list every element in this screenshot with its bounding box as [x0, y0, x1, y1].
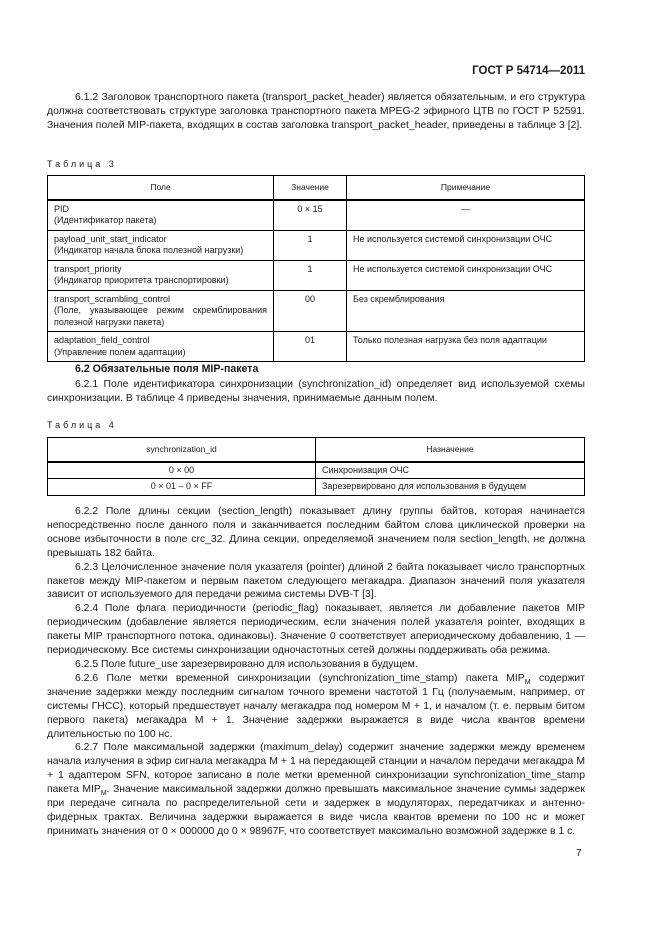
column-header-value: Значение	[274, 176, 347, 200]
table-row	[48, 462, 585, 479]
paragraph-6-2-7: 6.2.7 Поле максимальной задержки (maximum_delay) содержит значение задержки между временем начала излучения в эфир сигнала мегакадра М + 1 на передающей станции и началом передачи мегакадра М + 1 адаптером SFN, которое записано в поле метки временной синхронизации synchronization_time_stamp пакета $MIP_M$. Значение максимальной задержки должно превышать максимальное значение суммы задержек при передаче сигнала по распределительной сети и задержек в модуляторах, передатчиках и антенно-фидерных трактах. Величина задержки выражается в виде числа квантов времени по 100 нс и может принимать значения от 0 × 000000 до 0 × 98967F, что соответствует максимально возможной задержке в 1 с.	[47, 742, 585, 837]
page-number: 7	[576, 848, 582, 859]
sync-id-cell: 0 × 00	[48, 462, 316, 479]
paragraph-6-2-1: 6.2.1 Поле идентификатора синхронизации (synchronization_id) определяет вид используемой схемы синхронизации. В таблице 4 приведены значения, принимаемые данным полем.	[47, 379, 585, 404]
field-cell: PID (Идентификатор пакета)	[48, 200, 274, 231]
table-3	[47, 175, 585, 362]
note-cell: Только полезная нагрузка без поля адаптации	[347, 332, 585, 362]
value-cell: 01	[274, 332, 347, 362]
table-row	[48, 332, 585, 362]
purpose-cell: Зарезервировано для использования в будущем	[316, 479, 585, 496]
value-cell: 0 × 15	[274, 200, 347, 231]
sync-id-cell: 0 × 01 – 0 × FF	[48, 479, 316, 496]
body-text	[47, 505, 585, 839]
note-cell: —	[347, 200, 585, 231]
field-cell: adaptation_field_control (Управление полем адаптации)	[48, 332, 274, 362]
table-4-caption: Таблица 4	[47, 420, 117, 430]
field-cell: transport_priority (Индикатор приоритета транспортировки)	[48, 260, 274, 290]
field-cell: payload_unit_start_indicator (Индикатор начала блока полезной нагрузки)	[48, 230, 274, 260]
note-cell: Без скремблирования	[347, 290, 585, 332]
section-heading-6-2: 6.2 Обязательные поля MIP-пакета	[75, 363, 259, 375]
table-row	[48, 260, 585, 290]
value-cell: 00	[274, 290, 347, 332]
column-header-field: Поле	[48, 176, 274, 200]
note-cell: Не используется системой синхронизации ОЧС	[347, 230, 585, 260]
paragraph-6-1-2: 6.1.2 Заголовок транспортного пакета (transport_packet_header) является обязательным, и его структура должна соответствовать структуре заголовка транспортного пакета MPEG-2 эфирного ЦТВ по ГОСТ Р 52591. Значения полей MIP-пакета, входящих в состав заголовка transport_packet_header, приведены в таблице 3 [2].	[47, 92, 585, 131]
table-row	[48, 200, 585, 231]
value-cell: 1	[274, 230, 347, 260]
paragraph-6-2-6: 6.2.6 Поле метки временной синхронизации (synchronization_time_stamp) пакета $MIP_M$ содержит значение задержки между последним сигналом точного времени частотой 1 Гц (получаемым, например, от системы ГНСС), который предшествует началу мегакадра под номером М + 1, и началом (т. е. первым битом первого пакета) мегакадра М + 1. Значение задержки выражается в виде числа квантов времени длительностью по 100 нс.	[47, 672, 585, 740]
table-3-caption: Таблица 3	[47, 159, 117, 169]
table-4	[47, 437, 585, 496]
paragraph-6-2-2: 6.2.2 Поле длины секции (section_length) показывает длину группы байтов, которая начинается непосредственно после данного поля и заканчивается последним байтом слова циклической проверки на основе избыточности в поле crc_32. Длина секции, определяемой значением поля section_length, не должна превышать 182 байта.	[47, 506, 585, 559]
column-header-purpose: Назначение	[316, 438, 585, 462]
field-cell: transport_scrambling_control (Поле, указывающее режим скремблирования полезной нагрузки пакета)	[48, 290, 274, 332]
purpose-cell: Синхронизация ОЧС	[316, 462, 585, 479]
table-row	[48, 290, 585, 332]
paragraph-6-2-3: 6.2.3 Целочисленное значение поля указателя (pointer) длиной 2 байта показывает число транспортных пакетов между MIP-пакетом и первым пакетом следующего мегакадра. Диапазон значений поля указателя зависит от используемого для передачи режима системы DVB-T [3].	[47, 561, 585, 601]
table-row	[48, 230, 585, 260]
column-header-note: Примечание	[347, 176, 585, 200]
paragraph-6-2-4: 6.2.4 Поле флага периодичности (periodic_flag) показывает, является ли добавление пакетов MIP периодическим (добавление является периодическим, если значения полей указателя pointer, входящих в пакеты MIP транспортного потока, одинаковы). Значение 0 соответствует апериодическому добавлению, 1 — периодическому. Все системы синхронизации одночастотных сетей должны поддерживать оба режима.	[47, 603, 585, 657]
paragraph-6-2-5: 6.2.5 Поле future_use зарезервировано для использования в будущем.	[75, 658, 418, 670]
table-row	[48, 479, 585, 496]
note-cell: Не используется системой синхронизации ОЧС	[347, 260, 585, 290]
column-header-sync-id: synchronization_id	[48, 438, 316, 462]
value-cell: 1	[274, 260, 347, 290]
document-id: ГОСТ Р 54714—2011	[472, 65, 585, 77]
